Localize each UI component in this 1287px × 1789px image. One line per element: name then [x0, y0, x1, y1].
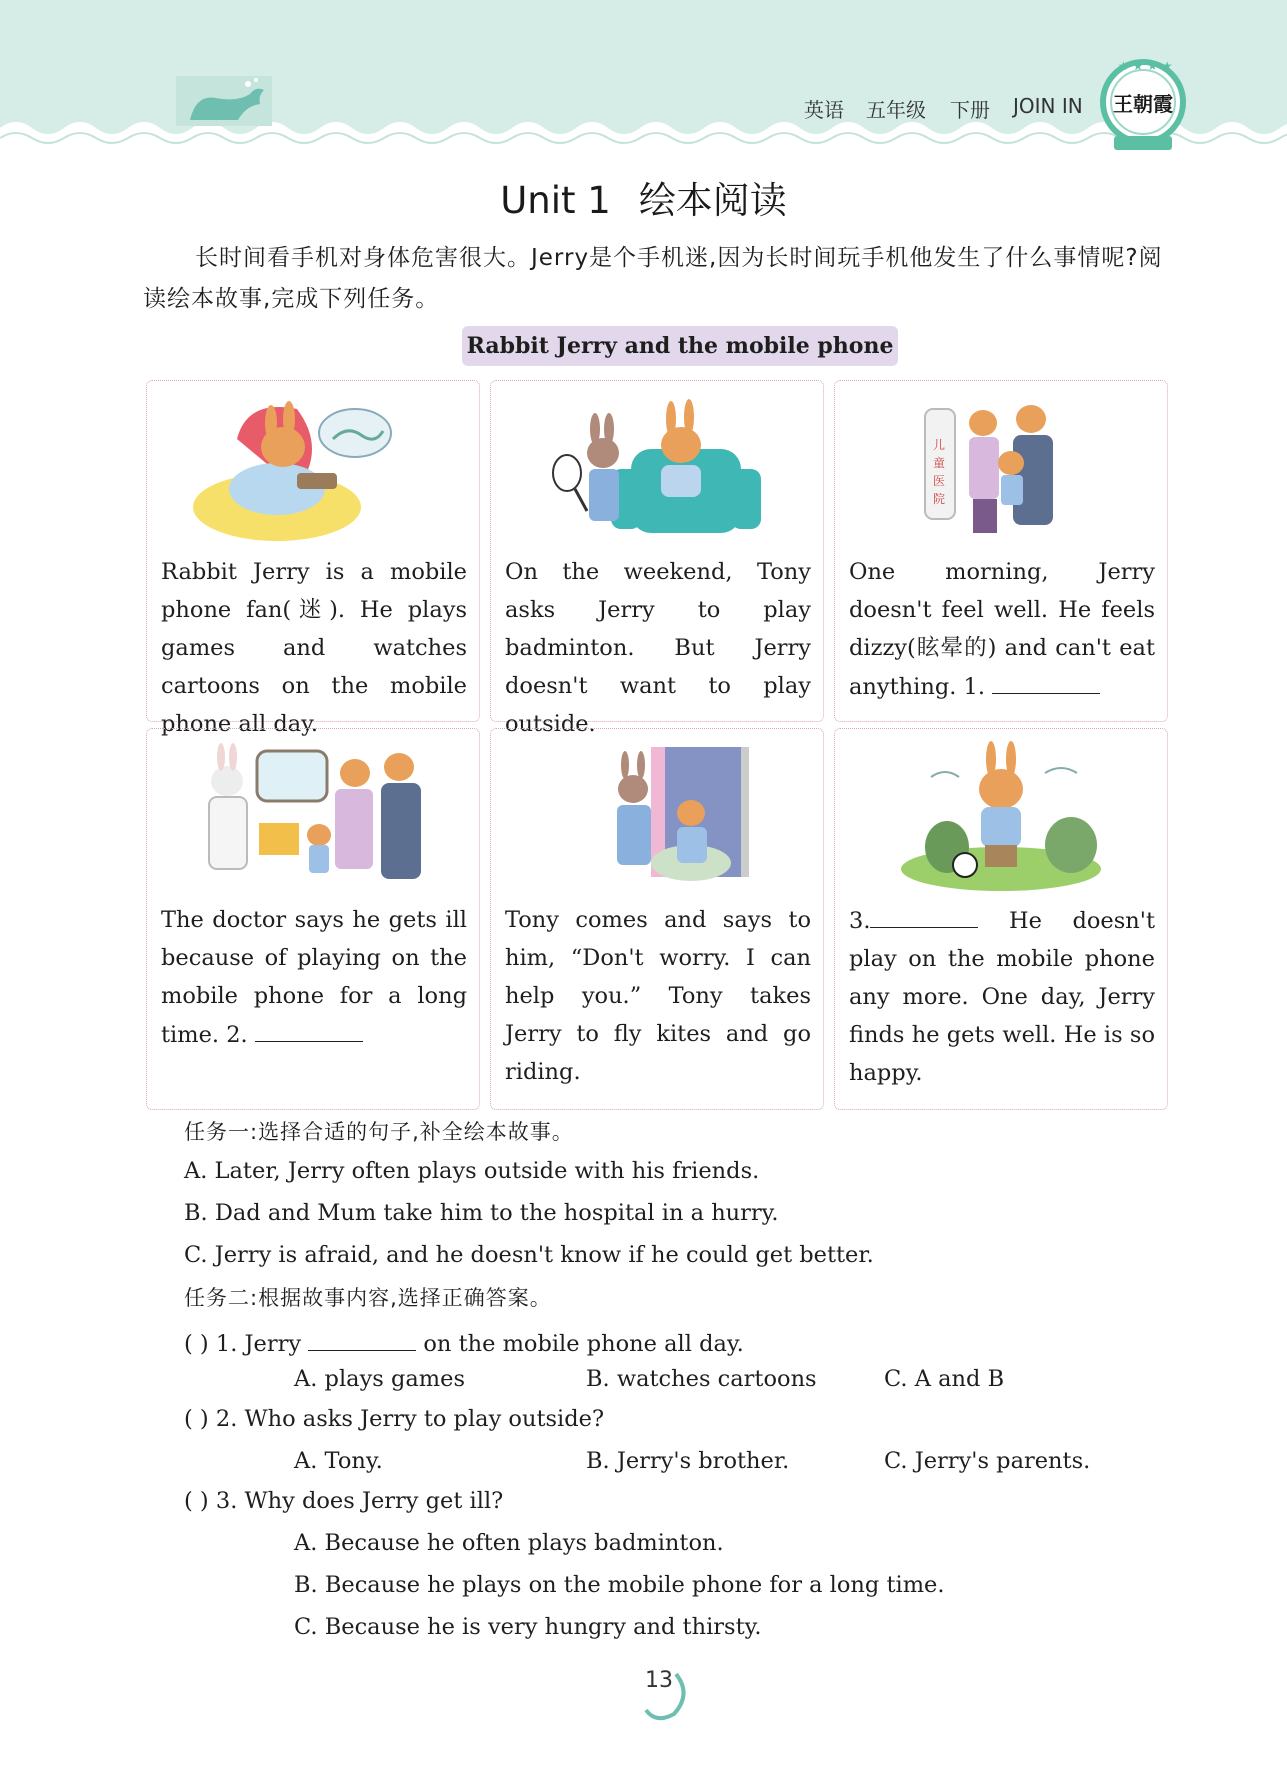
- svg-text:★ ★ ★ ★: ★ ★ ★ ★: [1118, 59, 1173, 73]
- page-title: [0, 170, 1287, 224]
- task1-option-b: B. Dad and Mum take him to the hospital in a hurry.: [184, 1200, 779, 1226]
- svg-text:儿: 儿: [933, 438, 946, 452]
- question-blank[interactable]: [308, 1324, 416, 1351]
- whale-icon: [176, 76, 272, 132]
- q3-option-a: A. Because he often plays badminton.: [294, 1530, 724, 1556]
- jerry-happy-illustration: [835, 737, 1169, 897]
- question-stem-end: on the mobile phone all day.: [423, 1331, 744, 1357]
- blank-1[interactable]: [992, 667, 1100, 694]
- q3-option-b: B. Because he plays on the mobile phone for a long time.: [294, 1572, 945, 1598]
- panel-text-body: One morning, Jerry doesn't feel well. He feels dizzy(眩晕的) and can't eat anything. 1.: [849, 559, 1155, 700]
- answer-paren[interactable]: ( ): [184, 1331, 209, 1357]
- panel-text: [849, 901, 1155, 1092]
- page-header: [0, 0, 1287, 150]
- q2-option-a: A. Tony.: [294, 1448, 383, 1474]
- grade-label: 五年级: [866, 98, 926, 122]
- panel-prefix: 3.: [849, 908, 871, 934]
- question-1: [184, 1324, 744, 1357]
- q1-option-c: C. A and B: [884, 1366, 1005, 1392]
- panel-text: On the weekend, Tony asks Jerry to play badminton. But Jerry doesn't want to play outside.: [505, 559, 811, 737]
- tony-racket-illustration: [491, 389, 825, 549]
- panel-text: Rabbit Jerry is a mobile phone fan(迷). He plays games and watches cartoons on the mobile phone all day.: [161, 559, 467, 737]
- series-label: JOIN IN: [1013, 94, 1083, 118]
- task1-option-c: C. Jerry is afraid, and he doesn't know if he could get better.: [184, 1242, 874, 1268]
- q3-option-c: C. Because he is very hungry and thirsty.: [294, 1614, 762, 1640]
- question-stem: 2. Who asks Jerry to play outside?: [215, 1406, 605, 1432]
- badge-name: 王朝霞: [1113, 92, 1173, 116]
- page-number: 13: [645, 1668, 673, 1693]
- subject-label: 英语: [804, 98, 844, 122]
- panel-text-body: The doctor says he gets ill because of playing on the mobile phone for a long time. 2.: [161, 907, 467, 1048]
- q1-option-b: B. watches cartoons: [586, 1366, 817, 1392]
- task1-heading: 任务一:选择合适的句子,补全绘本故事。: [184, 1120, 574, 1144]
- story-panel-5: [490, 728, 824, 1110]
- blank-2[interactable]: [255, 1015, 363, 1042]
- task1-option-a: A. Later, Jerry often plays outside with his friends.: [184, 1158, 760, 1184]
- story-panel-2: [490, 380, 824, 737]
- doctor-illustration: [147, 737, 481, 897]
- hospital-illustration: [835, 389, 1169, 549]
- story-panel-3: [834, 380, 1168, 722]
- question-stem: 3. Why does Jerry get ill?: [215, 1488, 504, 1514]
- tony-comforts-illustration: [491, 737, 825, 897]
- panel-text-body: He doesn't play on the mobile phone any more. One day, Jerry finds he gets well. He is so happy.: [849, 908, 1155, 1086]
- answer-paren[interactable]: ( ): [184, 1488, 209, 1514]
- volume-label: 下册: [950, 98, 990, 122]
- q2-option-b: B. Jerry's brother.: [586, 1448, 790, 1474]
- panel-text: Tony comes and says to him, “Don't worry. I can help you.” Tony takes Jerry to fly kites and go riding.: [505, 907, 811, 1085]
- question-2: [184, 1406, 604, 1432]
- story-panel-1: [146, 380, 480, 737]
- question-stem: 1. Jerry: [215, 1331, 302, 1357]
- svg-text:院: 院: [933, 492, 946, 506]
- svg-text:童: 童: [933, 456, 946, 470]
- story-title: Rabbit Jerry and the mobile phone: [462, 326, 898, 366]
- q1-option-a: A. plays games: [294, 1366, 465, 1392]
- intro-paragraph: 长时间看手机对身体危害很大。Jerry是个手机迷,因为长时间玩手机他发生了什么事情呢?阅读绘本故事,完成下列任务。: [143, 245, 1163, 312]
- jerry-beanbag-illustration: [147, 389, 481, 549]
- blank-3[interactable]: [870, 901, 978, 928]
- unit-label: Unit 1: [500, 179, 611, 222]
- panel-text: [161, 901, 467, 1054]
- panel-text: [849, 553, 1155, 706]
- unit-name: 绘本阅读: [638, 179, 787, 222]
- svg-text:医: 医: [933, 474, 946, 488]
- story-panel-4: [146, 728, 480, 1110]
- story-panel-6: [834, 728, 1168, 1110]
- answer-paren[interactable]: ( ): [184, 1406, 209, 1432]
- q2-option-c: C. Jerry's parents.: [884, 1448, 1091, 1474]
- task2-heading: 任务二:根据故事内容,选择正确答案。: [184, 1286, 552, 1310]
- question-3: [184, 1488, 503, 1514]
